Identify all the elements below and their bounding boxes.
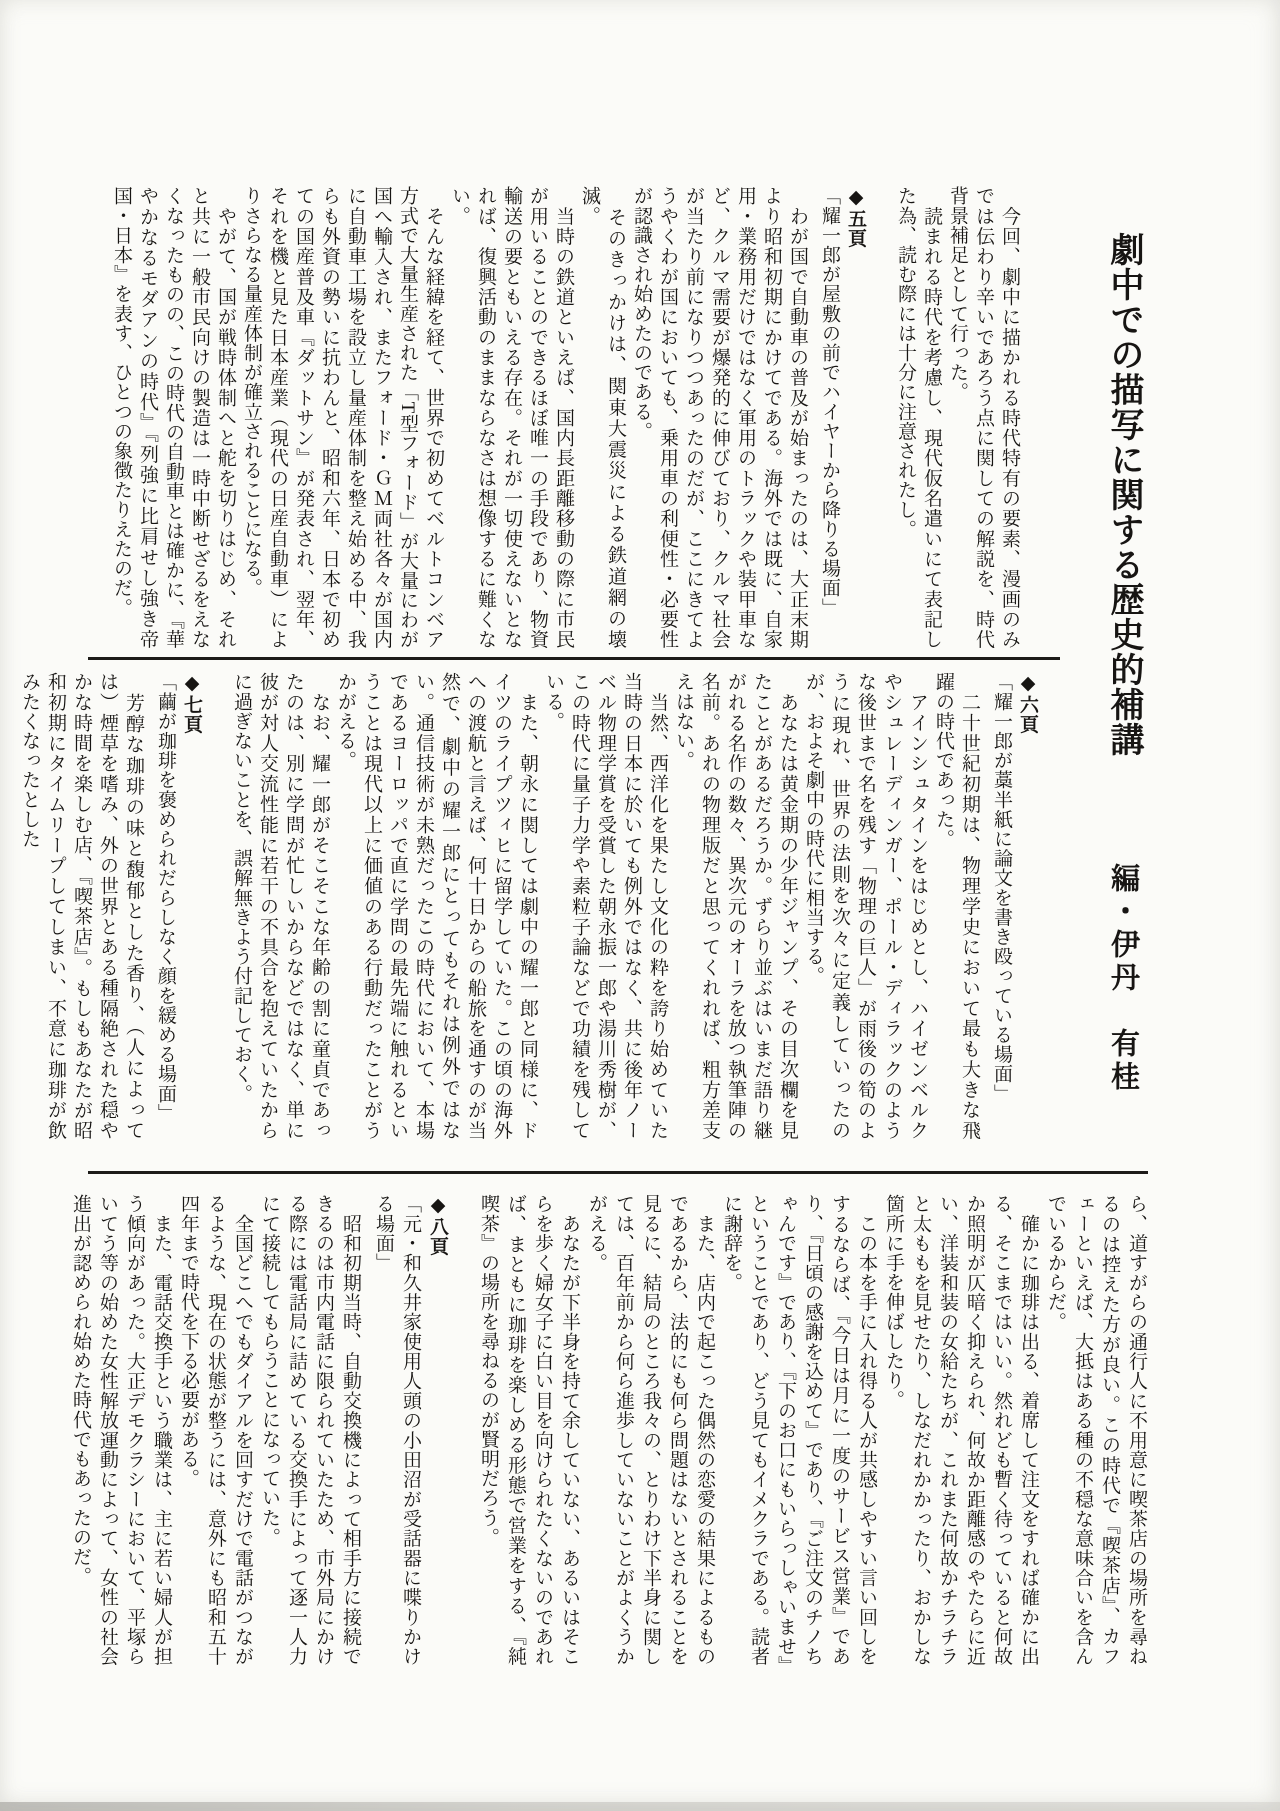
intro-paragraph: 今回、劇中に描かれる時代特有の要素、漫画のみでは伝わり辛いであろう点に関しての解説を、時代背景補足として行った。 (947, 186, 1020, 649)
section-5-marker: ◆五頁 (845, 186, 866, 248)
body-paragraph: ら、道すがらの通行人に不用意に喫茶店の場所を尋ねるのは控えた方が良い。この時代で『喫茶店』、カフェーといえば、大抵はある種の不穏な意味合いを含んでいるからだ。 (1045, 1194, 1147, 1666)
top-band (107, 186, 1022, 649)
band-divider-2 (88, 1171, 1148, 1174)
body-paragraph: 当然、西洋化を果たし文化の粋を誇り始めていた当時の日本に於いても例外ではなく、共に後年ノーベル物理学賞を受賞した朝永振一郎や湯川秀樹が、この時代に量子力学や素粒子論などで功績を残している。 (543, 672, 668, 1140)
body-paragraph: 当時の鉄道といえば、国内長距離移動の際に市民が用いることのできるほぼ唯一の手段であり、物資輸送の要ともいえる存在。それが一切使えないとなれば、復興活動のままならなさは想像するに難くない。 (449, 186, 574, 649)
page-title: 劇中での描写に関する歴史的補講 (1105, 232, 1142, 757)
section-5-scene-quote: 「耀一郎が屋敷の前でハイヤーから降りる場面」 (819, 186, 840, 618)
body-paragraph: なお、耀一郎がそこそこな年齢の割に童貞であったのは、別に学問が忙しいからなどではなく、単に彼が対人交流性能に若干の不具合を抱えていたからに過ぎないことを、誤解無きよう付記しておく。 (231, 672, 330, 1140)
section-5-body (108, 186, 810, 649)
body-paragraph: また、店内で起こった偶然の恋愛の結果によるものであるから、法的にも何ら問題はないとされることを見るに、結局のところ我々の、とりわけ下半身に関しては、百年前から何ら進歩していないことがよくうかがえる。 (586, 1194, 715, 1666)
section-8-body (67, 1194, 364, 1666)
section-7-heading (152, 672, 204, 1140)
bottom-band (70, 1194, 1150, 1666)
body-paragraph: また、電話交換手という職業は、主に若い婦人が担う傾向があった。大正デモクラシーにおいて、平塚らいてう等の始めた女性解放運動によって、女性の社会進出が認められ始めた時代でもあったのだ。 (70, 1194, 172, 1666)
section-7-marker: ◆七頁 (181, 672, 202, 734)
section-7-scene-quote: 「繭が珈琲を褒められだらしなく顔を緩める場面」 (155, 672, 176, 1123)
body-paragraph: 昭和初期当時、自動交換機によって相手方に接続できるのは市内電話に限られていたため、市外局にかける際には電話局に詰めている交換手によって逐一人力にて接続してもらうことになっていた。 (259, 1194, 361, 1666)
body-paragraph: 二十世紀初期は、物理学史において最も大きな飛躍の時代であった。 (933, 672, 980, 1140)
section-7-body-start (16, 672, 146, 1140)
middle-band (19, 672, 1040, 1140)
intro-block (892, 186, 1022, 649)
body-paragraph: わが国で自動車の普及が始まったのは、大正末期より昭和初期にかけてである。海外では既に、自家用・業務用だけではなく軍用のトラックや装甲車など、クルマ需要が爆発的に伸びており、クルマ社会が当たり前になりつつあったのだが、ここにきてようやくわが国においても、乗用車の利便性・必要性が認識され始めたのである。 (631, 186, 808, 649)
body-paragraph: 芳醇な珈琲の味と馥郁とした香り、（人によっては）煙草を嗜み、外の世界とある種隔絶された穏やかな時間を楽しむ店、『喫茶店』。もしもあなたが昭和初期にタイムリープしてしまい、不意に珈琲が飲みたくなったとした (19, 672, 144, 1140)
intro-paragraph: 読まれる時代を考慮し、現代仮名遣いにて表記した為、読む際には十分に注意されたし。 (895, 186, 942, 649)
section-8-scene-quote: 「元・和久井家使用人頭の小田沼が受話器に喋りかける場面」 (373, 1194, 421, 1666)
scan-edge-shadow (0, 1802, 1280, 1811)
body-paragraph: この本を手に入れ得る人が共感しやすい言い回しをするならば、『今日は月に一度のサービス営業』であり、『日頃の感謝を込めて』であり、『ご注文のチノちゃんです』であり、『下のお口にもいらっしゃいませ』ということであり、どう見てもイメクラである。読者に謝辞を。 (721, 1194, 877, 1666)
section-8-marker: ◆八頁 (427, 1194, 448, 1256)
band-divider-1 (88, 657, 1060, 660)
section-6-scene-quote: 「耀一郎が藁半紙に論文を書き殴っている場面」 (991, 672, 1012, 1104)
body-paragraph: あなたは黄金期の少年ジャンプ、その目次欄を見たことがあるだろうか。ずらり並ぶはいまだ語り継がれる名作の数々、異次元のオーラを放つ執筆陣の名前。あれの物理版だと思ってくれれば、粗方差支えはない。 (673, 672, 798, 1140)
body-paragraph: そのきっかけは、関東大震災による鉄道網の壊滅。 (579, 186, 626, 649)
body-paragraph: また、朝永に関しては劇中の耀一郎と同様に、ドイツのライプツィヒに留学していた。この頃の海外への渡航と言えば、何十日からの船旅を通すのが当然で、劇中の耀一郎にとってもそれは例外ではない。通信技術が未熟だったこの時代において、本場であるヨーロッパで直に学問の最先端に触れるということは現代以上に価値のある行動だったことがうかがえる。 (335, 672, 538, 1140)
body-paragraph: やがて、国が戦時体制へと舵を切りはじめ、それと共に一般市民向けの製造は一時中断せざるをえなくなったものの、この時代の自動車とは確かに、『華やかなるモダアンの時代』『列強に比肩せし強き帝国・日本』を表す、ひとつの象徴たりえたのだ。 (111, 186, 236, 649)
author-credit: 編・伊丹 有桂 (1107, 863, 1139, 1094)
body-paragraph: アインシュタインをはじめとし、ハイゼンベルクやシュレーディンガー、ポール・ディラックのような後世まで名を残す「物理の巨人」が雨後の筍のように現れ、世界の法則を次々に定義していったのが、およそ劇中の時代に相当する。 (803, 672, 928, 1140)
title-column (1099, 232, 1148, 1262)
section-page7 (16, 672, 204, 1140)
body-paragraph: あなたが下半身を持て余していない、あるいはそこらを歩く婦女子に白い目を向けられたくないのであれば、まともに珈琲を楽しめる形態で営業をする、『純喫茶』の場所を尋ねるのが賢明だろう。 (478, 1194, 580, 1666)
body-paragraph: そんな経緯を経て、世界で初めてベルトコンベア方式で大量生産された「T型フォード」が大量にわが国へ輸入され、またフォード・ＧＭ両社各々が国内に自動車工場を設立し量産体制を整え始める中、我らも外資の勢いに抗わんと、昭和六年、日本で初めての国産普及車『ダットサン』が発表され、翌年、それを機と見た日本産業（現代の日産自動車）によりさらなる量産体制が確立されることになる。 (241, 186, 444, 650)
section-5-heading (816, 186, 868, 649)
section-page8 (67, 1194, 451, 1666)
section-page6 (228, 672, 1040, 1140)
section-6-heading (988, 672, 1040, 1140)
section-6-marker: ◆六頁 (1017, 672, 1038, 734)
body-paragraph: 全国どこへでもダイアルを回すだけで電話がつながるような、現在の状態が整うには、意外にも昭和五十四年まで時代を下る必要がある。 (178, 1194, 253, 1666)
section-6-body (228, 672, 982, 1140)
section-7-body-continued (475, 1194, 1150, 1666)
section-8-heading (370, 1194, 451, 1666)
body-paragraph: 確かに珈琲は出る、着席して注文をすれば確かに出る、そこまではいい。然れども暫く待っていると何故か照明が仄暗く抑えられ、何故か距離感のやたらに近い、洋装和装の女給たちが、これまた何故かチラチラと太ももを見せたり、しなだれかかったり、おかしな箇所に手を伸ばしたり。 (883, 1194, 1039, 1666)
section-page5 (108, 186, 868, 649)
